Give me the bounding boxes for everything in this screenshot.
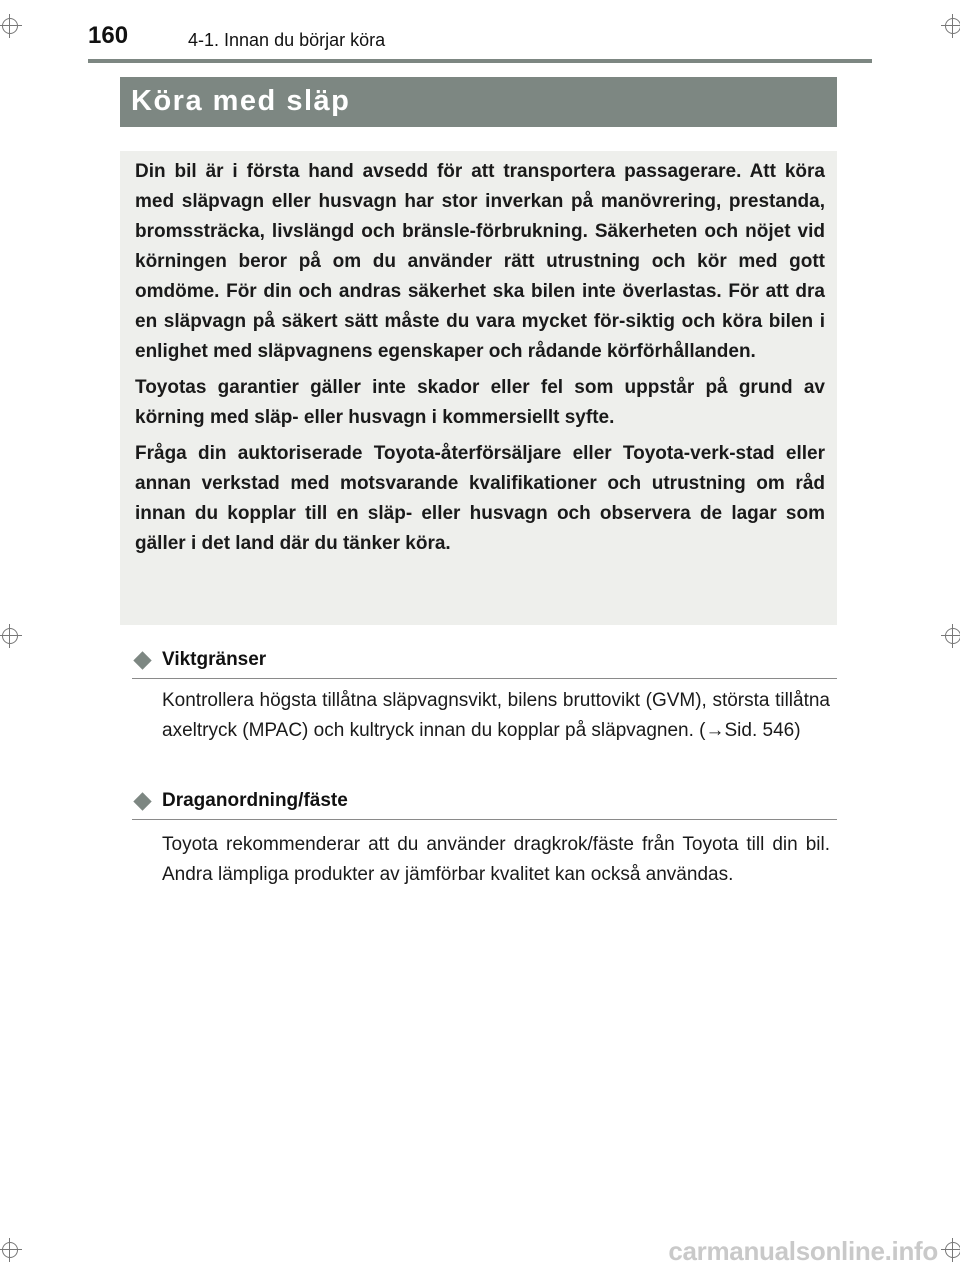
- header-rule: [88, 59, 872, 63]
- intro-paragraph: Din bil är i första hand avsedd för att transportera passagerare. Att köra med släpvagn eller husvagn har stor inverkan på manövrering, prestanda, bromssträcka, livslängd och bränsle-förbrukning. Säkerheten och nöjet vid körningen beror på om du använder rätt utrustning och kör med gott omdöme. För din och andras säkerhet ska bilen inte överlastas. För att dra en släpvagn på säkert sätt måste du vara mycket för-siktig och köra bilen i enlighet med släpvagnens egenskaper och rådande körförhållanden.: [135, 161, 825, 362]
- watermark: carmanualsonline.info: [668, 1236, 938, 1266]
- diamond-bullet-icon: [133, 651, 151, 669]
- sub-heading-weight-limits: [132, 648, 837, 679]
- section-name: 4-1. Innan du börjar köra: [188, 30, 386, 50]
- sub-heading-towing-hitch: [132, 789, 837, 820]
- crop-mark-top-left-icon: [0, 14, 22, 38]
- sub-heading-label: Draganordning/fäste: [162, 790, 348, 811]
- sub-heading-label: Viktgränser: [162, 649, 267, 670]
- section-body-text: Kontrollera högsta tillåtna släpvagnsvikt, bilens bruttovikt (GVM), största tillåtna axeltryck (MPAC) och kultryck innan du kopplar på släpvagnen. (→Sid. 546): [162, 690, 830, 741]
- crop-mark-top-right-icon: [941, 14, 960, 38]
- title-bar: [120, 77, 837, 127]
- intro-box: [120, 151, 837, 625]
- crop-mark-bottom-right-icon: [941, 1238, 960, 1262]
- page-number: 160: [88, 22, 129, 49]
- intro-paragraph: Toyotas garantier gäller inte skador eller fel som uppstår på grund av körning med släp- eller husvagn i kommersiellt syfte.: [135, 377, 825, 428]
- diamond-bullet-icon: [133, 792, 151, 810]
- page-title: Köra med släp: [131, 85, 351, 117]
- section-body-text: Toyota rekommenderar att du använder dragkrok/fäste från Toyota till din bil. Andra lämpliga produkter av jämförbar kvalitet kan också användas.: [162, 834, 830, 885]
- intro-paragraph: Fråga din auktoriserade Toyota-återförsäljare eller Toyota-verk-stad eller annan verkstad med motsvarande kvalifikationer och utrustning om råd innan du kopplar till en släp- eller husvagn och observera de lagar som gäller i det land där du tänker köra.: [135, 443, 825, 554]
- page-header: [88, 20, 848, 60]
- crop-mark-bottom-left-icon: [0, 1238, 22, 1262]
- crop-mark-middle-left-icon: [0, 624, 22, 648]
- crop-mark-middle-right-icon: [941, 624, 960, 648]
